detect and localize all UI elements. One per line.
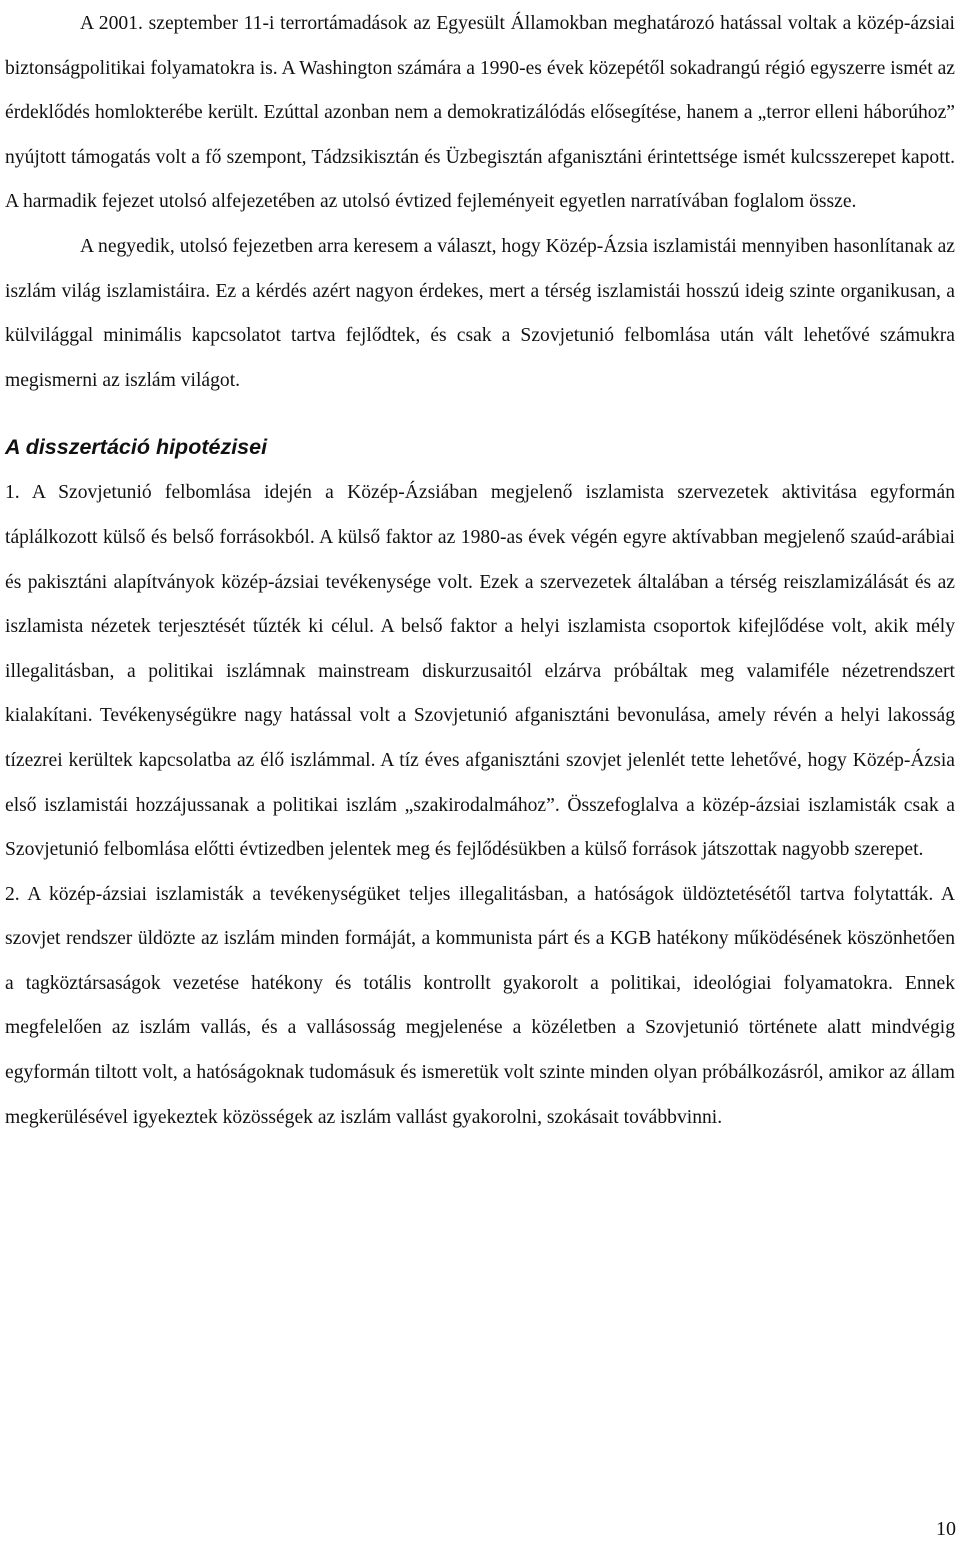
body-paragraph: A negyedik, utolsó fejezetben arra keresem a választ, hogy Közép-Ázsia iszlamistái mennyiben hasonlítanak az iszlám világ iszlamistáira. Ez a kérdés azért nagyon érdekes, mert a térség iszlamistái hosszú ideig szinte organikusan, a külvilággal minimális kapcsolatot tartva fejlődtek, és csak a Szovjetunió felbomlása után vált lehetővé számukra megismerni az iszlám világot. <box>5 235 955 391</box>
section-heading: A disszertáció hipotézisei <box>5 435 268 460</box>
body-paragraph: A 2001. szeptember 11-i terrortámadások az Egyesült Államokban meghatározó hatással voltak a közép-ázsiai biztonságpolitikai folyamatokra is. A Washington számára a 1990-es évek közepétől sokadrangú régió egyszerre ismét az érdeklődés homlokterébe került. Ezúttal azonban nem a demokratizálódás elősegítése, hanem a „terror elleni háborúhoz” nyújtott támogatás volt a fő szempont, Tádzsikisztán és Üzbegisztán afganisztáni érintettsége ismét kulcsszerepet kapott. A harmadik fejezet utolsó alfejezetében az utolsó évtized fejleményeit egyetlen narratívában foglalom össze. <box>5 13 955 213</box>
hypothesis-paragraph: 1. A Szovjetunió felbomlása idején a Közép-Ázsiában megjelenő iszlamista szervezetek aktivitása egyformán táplálkozott külső és belső forrásokból. A külső faktor az 1980-as évek végén egyre aktívabban megjelenő szaúd-arábiai és pakisztáni alapítványok közép-ázsiai tevékenysége volt. Ezek a szervezetek általában a térség reiszlamizálását és az iszlamista nézetek terjesztését tűzték ki célul. A belső faktor a helyi iszlamista csoportok kifejlődése volt, akik mély illegalitásban, a politikai iszlámnak mainstream diskurzusaitól elzárva próbáltak meg valamiféle nézetrendszert kialakítani. Tevékenységükre nagy hatással volt a Szovjetunió afganisztáni bevonulása, amely révén a helyi lakosság tízezrei kerültek kapcsolatba az élő iszlámmal. A tíz éves afganisztáni szovjet jelenlét tette lehetővé, hogy Közép-Ázsia első iszlamistái hozzájussanak a politikai iszlám „szakirodalmához”. Összefoglalva a közép-ázsiai iszlamisták csak a Szovjetunió felbomlása előtti évtizedben jelentek meg és fejlődésükben a külső források játszottak nagyobb szerepet. <box>5 482 955 861</box>
hypothesis-paragraph: 2. A közép-ázsiai iszlamisták a tevékenységüket teljes illegalitásban, a hatóságok üldöztetésétől tartva folytatták. A szovjet rendszer üldözte az iszlám minden formáját, a kommunista párt és a KGB hatékony működésének köszönhetően a tagköztársaságok vezetése hatékony és totális kontrollt gyakorolt a politikai, ideológiai folyamatokra. Ennek megfelelően az iszlám vallás, és a vallásosság megjelenése a közéletben a Szovjetunió története alatt mindvégig egyformán tiltott volt, a hatóságoknak tudomásuk és ismeretük volt szinte minden olyan próbálkozásról, amikor az állam megkerülésével igyekeztek közösségek az iszlám vallást gyakorolni, szokásait továbbvinni. <box>5 883 955 1128</box>
document-page <box>5 2 955 1140</box>
page-number: 10 <box>936 1518 956 1540</box>
